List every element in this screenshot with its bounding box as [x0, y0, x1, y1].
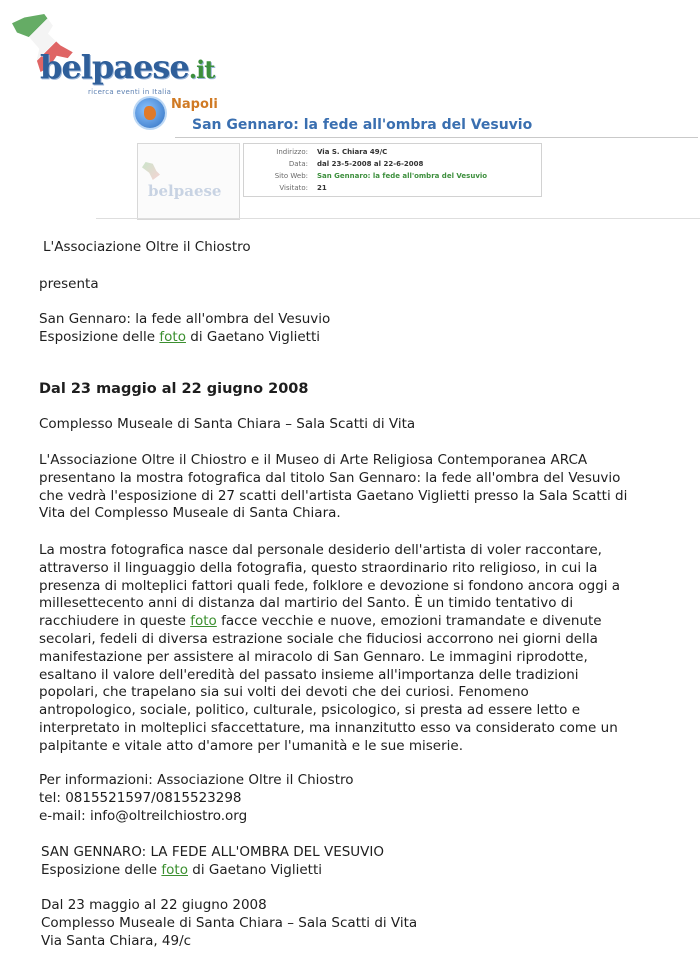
- paragraph-line: attraverso il linguaggio della fotografia, questo straordinario rito religioso, in cui la: [39, 559, 598, 576]
- paragraph-line: antropologico, sociale, politico, culturale, psicologico, si presta ad essere letto e: [39, 702, 581, 719]
- paragraph-line: presenza di molteplici fattori quali fede, folklore e devozione si fondono ancora oggi a: [39, 577, 621, 594]
- paragraph-text: facce vecchie e nuove, emozioni tramandate e divenute: [216, 613, 602, 630]
- exhibit-subtitle: [39, 328, 320, 346]
- event-info-box: [243, 143, 542, 197]
- website-link[interactable]: San Gennaro: la fede all'ombra del Vesuvio: [317, 172, 488, 180]
- paragraph-line: La mostra fotografica nasce dal personale desiderio dell'artista di voler raccontare,: [39, 542, 602, 558]
- association-heading: L'Associazione Oltre il Chiostro: [43, 239, 251, 255]
- logo-tagline: ricerca eventi in Italia: [88, 88, 172, 96]
- intro-paragraph: [39, 452, 627, 523]
- exhibit-title: San Gennaro: la fede all'ombra del Vesuvio: [39, 311, 331, 327]
- belpaese-logo[interactable]: [6, 14, 215, 96]
- event-title[interactable]: San Gennaro: la fede all'ombra del Vesuvio: [192, 117, 533, 133]
- contact-line: Per informazioni: Associazione Oltre il Chiostro: [39, 772, 354, 788]
- contact-info: [39, 772, 354, 825]
- info-row-website: [244, 170, 541, 182]
- city-icon: [135, 98, 165, 128]
- info-label: Visitato:: [279, 184, 308, 192]
- footer-venue: Complesso Museale di Santa Chiara – Sala Scatti di Vita: [41, 914, 418, 931]
- info-row-address: [244, 146, 541, 158]
- exhibit-title-uppercase: SAN GENNARO: LA FEDE ALL'OMBRA DEL VESUVIO: [41, 844, 385, 860]
- paragraph-line: interpretato in molteplici sfaccettature, ma innanzitutto esso va considerato come un: [39, 719, 618, 736]
- footer-details: [41, 897, 417, 950]
- event-thumbnail[interactable]: [137, 143, 240, 220]
- paragraph-line: secolari, fedeli di diversa estrazione sociale che fiduciosi accorrono nei giorni della: [39, 630, 598, 647]
- paragraph-line: palpitante e vitale atto d'amore per l'umanità e le sue miserie.: [39, 737, 463, 754]
- info-value: 21: [317, 184, 327, 192]
- header-bottom-divider: [96, 218, 700, 219]
- exhibit-subtitle-text: di Gaetano Viglietti: [187, 862, 323, 878]
- info-row-date: [244, 158, 541, 170]
- paragraph-line: millesettecento anni di distanza dal martirio del Santo. È un timido tentativo di: [39, 595, 574, 612]
- paragraph-text: racchiudere in queste: [39, 613, 191, 630]
- info-value: Via S. Chiara 49/C: [317, 148, 388, 156]
- footer-dates: Dal 23 maggio al 22 giugno 2008: [41, 897, 267, 913]
- header-divider: [175, 137, 698, 138]
- footer-address: Via Santa Chiara, 49/c: [41, 932, 192, 949]
- exhibit-subtitle-repeat: [41, 861, 322, 879]
- info-label: Indirizzo:: [276, 148, 308, 156]
- foto-link[interactable]: foto: [190, 613, 217, 630]
- info-label: Sito Web:: [274, 172, 308, 180]
- logo-wordmark: belpaese.it: [40, 48, 215, 86]
- foto-link[interactable]: foto: [159, 329, 186, 345]
- contact-email[interactable]: e-mail: info@oltreilchiostro.org: [39, 807, 248, 824]
- contact-phone: tel: 0815521597/0815523298: [39, 789, 242, 806]
- foto-link[interactable]: foto: [161, 862, 188, 878]
- presenta-text: presenta: [39, 276, 99, 292]
- paragraph-line: L'Associazione Oltre il Chiostro e il Museo di Arte Religiosa Contemporanea ARCA: [39, 452, 588, 468]
- info-label: Data:: [288, 160, 308, 168]
- paragraph-line: che vedrà l'esposizione di 27 scatti dell'artista Gaetano Viglietti presso la Sala Scatti di: [39, 487, 628, 504]
- paragraph-line: popolari, che trapelano sia sui volti dei devoti che dei curiosi. Fenomeno: [39, 684, 529, 701]
- city-name[interactable]: Napoli: [171, 97, 218, 112]
- description-paragraph: [39, 542, 620, 756]
- info-row-visits: [244, 182, 541, 194]
- exhibit-subtitle-text: Esposizione delle: [39, 329, 160, 345]
- thumbnail-wordmark: belpaese: [148, 182, 222, 200]
- paragraph-line: [39, 613, 620, 631]
- paragraph-line: Vita del Complesso Museale di Santa Chiara.: [39, 505, 341, 522]
- exhibit-subtitle-text: Esposizione delle: [41, 862, 162, 878]
- info-value: dal 23-5-2008 al 22-6-2008: [317, 160, 424, 168]
- exhibit-dates: Dal 23 maggio al 22 giugno 2008: [39, 381, 309, 397]
- paragraph-line: manifestazione per assistere al miracolo di San Gennaro. Le immagini riprodotte,: [39, 648, 588, 665]
- exhibit-subtitle-text: di Gaetano Viglietti: [185, 329, 321, 345]
- paragraph-line: presentano la mostra fotografica dal titolo San Gennaro: la fede all'ombra del Vesuvio: [39, 469, 621, 486]
- exhibit-venue: Complesso Museale di Santa Chiara – Sala Scatti di Vita: [39, 416, 416, 432]
- paragraph-line: esaltano il valore dell'eredità del passato insieme all'importanza delle tradizioni: [39, 666, 579, 683]
- italy-map-icon: [142, 162, 160, 180]
